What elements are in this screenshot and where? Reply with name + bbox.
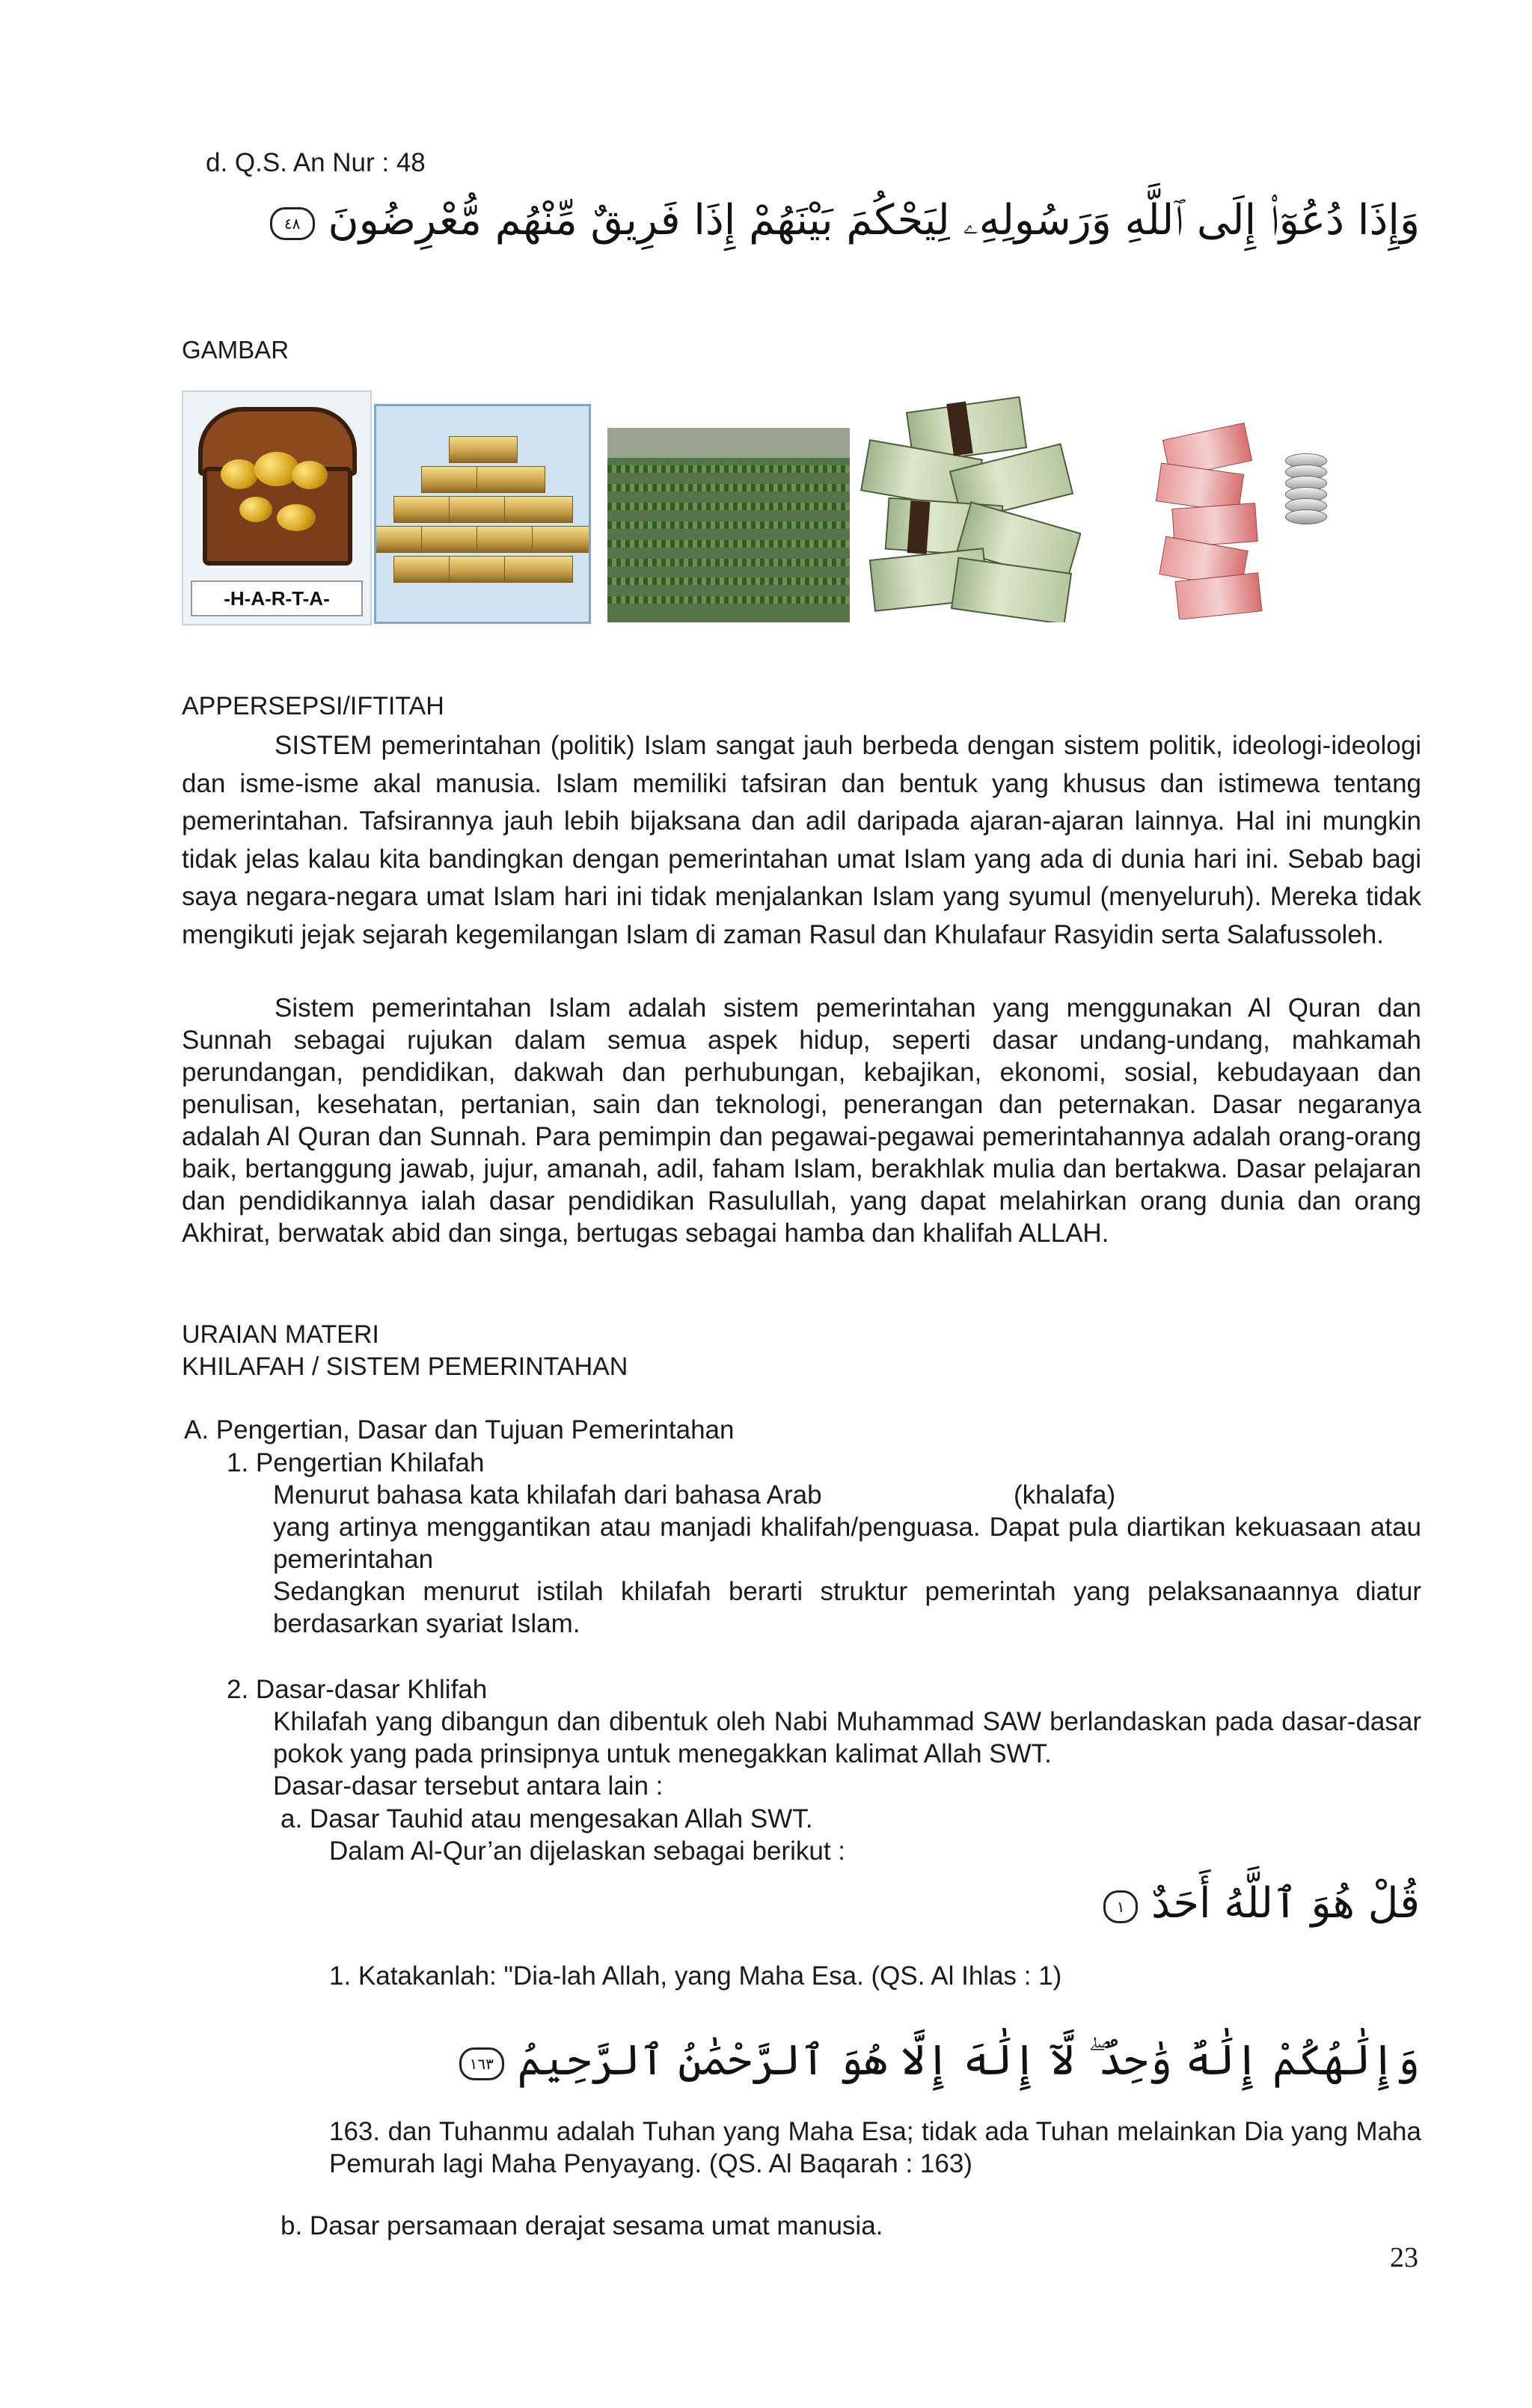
rupiah-coins-image xyxy=(1150,408,1346,619)
arabic-text: وَإِذَا دُعُوٓا۟ إِلَى ٱللَّهِ وَرَسُولِهِۦ لِيَحْكُمَ بَيْنَهُمْ إِذَا فَرِيقٌ مِّنْهُم مُّعْرِضُونَ xyxy=(328,196,1420,245)
uraian-title: URAIAN MATERI xyxy=(182,1320,379,1349)
item-1-line-3: Sedangkan menurut istilah khilafah berarti struktur pemerintah yang pelaksanaannya diatur berdasarkan syariat Islam. xyxy=(273,1577,1421,1638)
pemerintahan-paragraph: Sistem pemerintahan Islam adalah sistem pemerintahan yang menggunakan Al Quran dan Sunnah sebagai rujukan dalam semua aspek hidup, seperti dasar undang-undang, mahkamah perundangan, pendidikan, dakwah dan perhubungan, kebajikan, ekonomi, sosial, kebudayaan dan penulisan, kesehatan, pertanian, sain dan teknologi, penerangan dan peternakan. Dasar negaranya adalah Al Quran dan Sunnah. Para pemimpin dan pegawai-pegawai pemerintahannya adalah orang-orang baik, bertanggung jawab, jujur, amanah, adil, faham Islam, berakhlak mulia dan bertakwa. Dasar pelajaran dan pendidikannya ialah dasar pendidikan Rasulullah, yang dapat melahirkan orang dunia dan orang Akhirat, berwatak abid dan singa, bertugas sebagai hamba dan khalifah ALLAH. xyxy=(182,993,1421,1248)
appersepsi-title: APPERSEPSI/IFTITAH xyxy=(182,692,444,720)
treasure-chest-image xyxy=(182,390,372,625)
baqarah-translation: 163. dan Tuhanmu adalah Tuhan yang Maha Esa; tidak ada Tuhan melainkan Dia yang Maha Pemurah lagi Maha Penyayang. (QS. Al Baqarah : 163) xyxy=(329,2117,1421,2178)
appersepsi-paragraph: SISTEM pemerintahan (politik) Islam sangat jauh berbeda dengan sistem politik, ideologi-ideologi dan isme-isme akal manusia. Islam memiliki tafsiran dan bentuk yang khusus dan istimewa tentang pemerintahan. Tafsirannya jauh lebih bijaksana dan adil daripada ajaran-ajaran lainnya. Hal ini mungkin tidak jelas kalau kita bandingkan dengan pemerintahan umat Islam yang ada di dunia hari ini. Sebab bagi saya negara-negara umat Islam hari ini tidak menjalankan Islam yang syumul (menyeluruh). Mereka tidak mengikuti jejak sejarah kegemilangan Islam di zaman Rasul dan Khulafaur Rasyidin serta Salafussoleh. xyxy=(182,731,1421,949)
item-2-heading: 2. Dasar-dasar Khlifah xyxy=(227,1675,488,1704)
sub-a-line: Dalam Al-Qur’an dijelaskan sebagai berikut : xyxy=(329,1836,845,1866)
dollar-stack-image xyxy=(857,389,1081,622)
khalafa-term: (khalafa) xyxy=(1014,1480,1116,1510)
gambar-label: GAMBAR xyxy=(182,336,289,364)
gold-bars-image xyxy=(374,404,591,624)
section-a-heading: A. Pengertian, Dasar dan Tujuan Pemerintahan xyxy=(184,1415,735,1445)
harta-caption: -H-A-R-T-A- xyxy=(191,580,363,616)
arabic-verse-baqarah-163 xyxy=(447,2036,1420,2086)
ayah-number-mark: ٤٨ xyxy=(270,207,315,240)
item-2-line-2: Dasar-dasar tersebut antara lain : xyxy=(273,1771,664,1801)
ayah-number-mark: ١ xyxy=(1103,1890,1138,1923)
item-1-line-2: yang artinya menggantikan atau manjadi khalifah/penguasa. Dapat pula diartikan kekuasaan atau pemerintahan xyxy=(273,1513,1421,1574)
arabic-verse-ikhlas-1 xyxy=(896,1879,1420,1928)
verse-heading: d. Q.S. An Nur : 48 xyxy=(206,148,426,177)
item-1-heading: 1. Pengertian Khilafah xyxy=(227,1448,485,1477)
page-number: 23 xyxy=(1390,2242,1418,2273)
arabic-text: وَإِلَٰهُكُمْ إِلَٰهٌ وَٰحِدٌ ۖ لَّآ إِلَٰهَ إِلَّا هُوَ ٱلرَّحْمَٰنُ ٱلرَّحِيمُ xyxy=(517,2036,1420,2085)
sub-b-heading: b. Dasar persamaan derajat sesama umat manusia. xyxy=(281,2211,883,2240)
sub-a-heading: a. Dasar Tauhid atau mengesakan Allah SWT. xyxy=(281,1804,813,1833)
item-1-line-1: Menurut bahasa kata khilafah dari bahasa Arab xyxy=(273,1480,822,1510)
ikhlas-translation: 1. Katakanlah: "Dia-lah Allah, yang Maha Esa. (QS. Al Ihlas : 1) xyxy=(329,1961,1062,1991)
arabic-verse-nur-48 xyxy=(284,196,1420,245)
khilafah-title: KHILAFAH / SISTEM PEMERINTAHAN xyxy=(182,1352,628,1381)
arabic-text: قُلْ هُوَ ٱللَّهُ أَحَدٌ xyxy=(1150,1879,1420,1928)
ayah-number-mark: ١٦٣ xyxy=(459,2047,504,2080)
crop-field-image xyxy=(607,428,850,622)
item-2-line-1: Khilafah yang dibangun dan dibentuk oleh Nabi Muhammad SAW berlandaskan pada dasar-dasar pokok yang pada prinsipnya untuk menegakkan kalimat Allah SWT. xyxy=(273,1707,1421,1768)
